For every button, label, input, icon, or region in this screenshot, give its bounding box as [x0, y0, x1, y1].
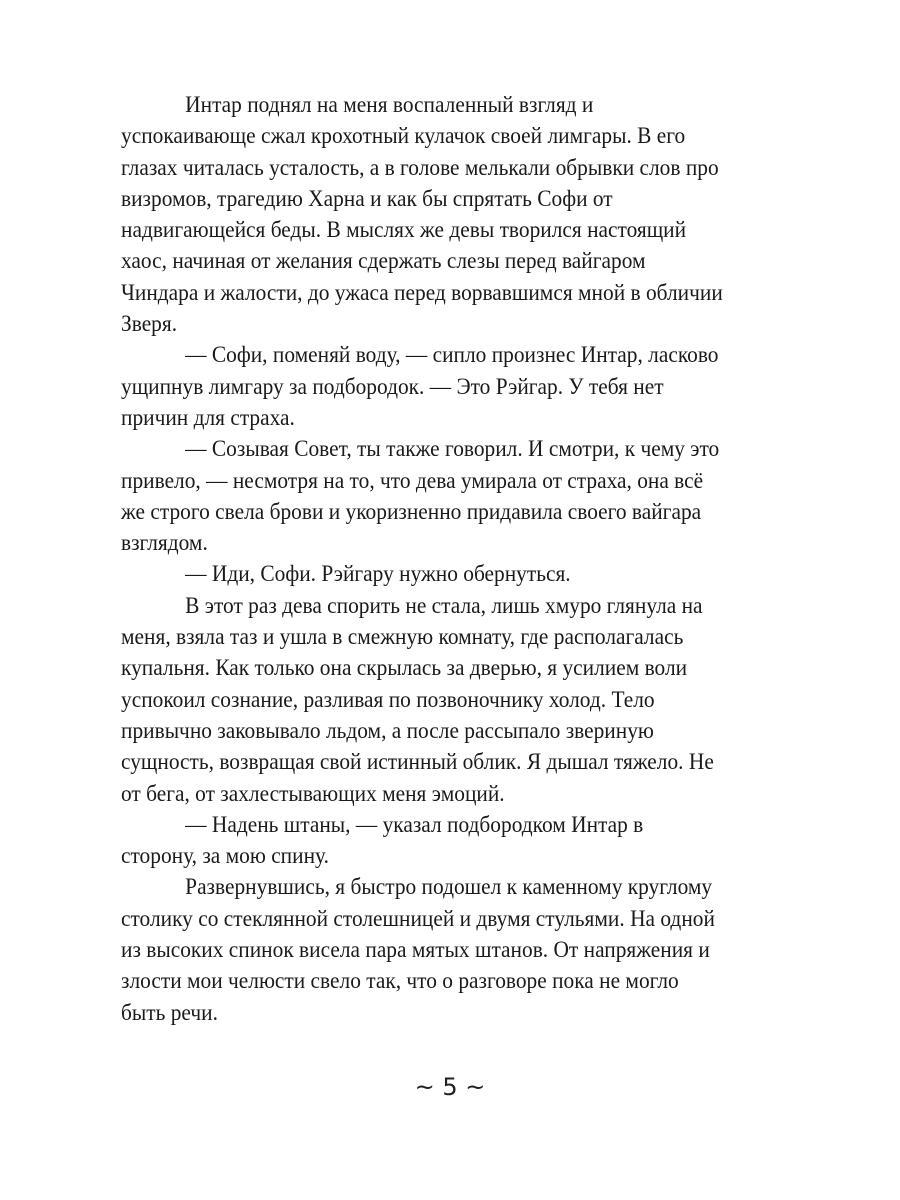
text-line: — Созывая Совет, ты также говорил. И смотри, к чему это	[185, 436, 720, 462]
text-line: Интар поднял на меня воспаленный взгляд и	[185, 92, 594, 117]
paragraph	[121, 558, 801, 589]
text-line: сущность, возвращая свой истинный облик. Я дышал тяжело. Не	[121, 749, 714, 775]
text-line: — Софи, поменяй воду, — сипло произнес Интар, ласково	[185, 342, 719, 368]
text-line: меня, взяла таз и ушла в смежную комнату, где располагалась	[121, 624, 684, 650]
text-line: хаос, начиная от желания сдержать слезы перед вайгаром	[121, 248, 646, 274]
paragraph	[121, 339, 801, 433]
text-line: привело, — несмотря на то, что дева умирала от страха, она всё	[121, 467, 704, 493]
text-line: ущипнув лимгару за подбородок. — Это Рэйгар. У тебя нет	[121, 373, 664, 399]
text-line: сторону, за мою спину.	[121, 843, 329, 869]
text-line: столику со стеклянной столешницей и двумя стульями. На одной	[121, 905, 715, 931]
paragraph	[121, 871, 801, 1027]
text-line: успокоил сознание, разливая по позвоночнику холод. Тело	[121, 686, 655, 712]
text-line: из высоких спинок висела пара мятых штанов. От напряжения и	[121, 937, 710, 963]
text-line: же строго свела брови и укоризненно придавила своего вайгара	[121, 498, 702, 524]
text-line: В этот раз дева спорить не стала, лишь хмуро глянула на	[185, 592, 703, 618]
text-line: визромов, трагедию Харна и как бы спрятать Софи от	[121, 185, 613, 211]
text-line: глазах читалась усталость, а в голове мелькали обрывки слов про	[121, 154, 719, 180]
paragraph	[121, 89, 801, 339]
text-line: злости мои челюсти свело так, что о разговоре пока не могло	[121, 968, 679, 994]
text-line: купальня. Как только она скрылась за дверью, я усилием воли	[121, 655, 688, 681]
text-line: — Надень штаны, — указал подбородком Интар в	[185, 811, 644, 837]
text-line: успокаивающе сжал крохотный кулачок своей лимгары. В его	[121, 123, 686, 149]
paragraph	[121, 590, 801, 809]
page-number: ~ 5 ~	[414, 1073, 486, 1101]
text-line: — Иди, Софи. Рэйгару нужно обернуться.	[185, 561, 571, 587]
text-line: привычно заковывало льдом, а после рассыпало звериную	[121, 717, 654, 743]
text-line: причин для страха.	[121, 404, 295, 430]
paragraph	[121, 433, 801, 558]
text-line: Зверя.	[121, 311, 178, 337]
text-line: надвигающейся беды. В мыслях же девы творился настоящий	[121, 217, 687, 243]
paragraph	[121, 809, 801, 872]
text-line: Чиндара и жалости, до ужаса перед ворвавшимся мной в обличии	[121, 279, 723, 305]
text-line: Развернувшись, я быстро подошел к каменному круглому	[185, 874, 713, 900]
page-body	[121, 89, 801, 1028]
text-line: быть речи.	[121, 999, 218, 1025]
text-line: от бега, от захлестывающих меня эмоций.	[121, 780, 505, 806]
text-line: взглядом.	[121, 530, 208, 556]
